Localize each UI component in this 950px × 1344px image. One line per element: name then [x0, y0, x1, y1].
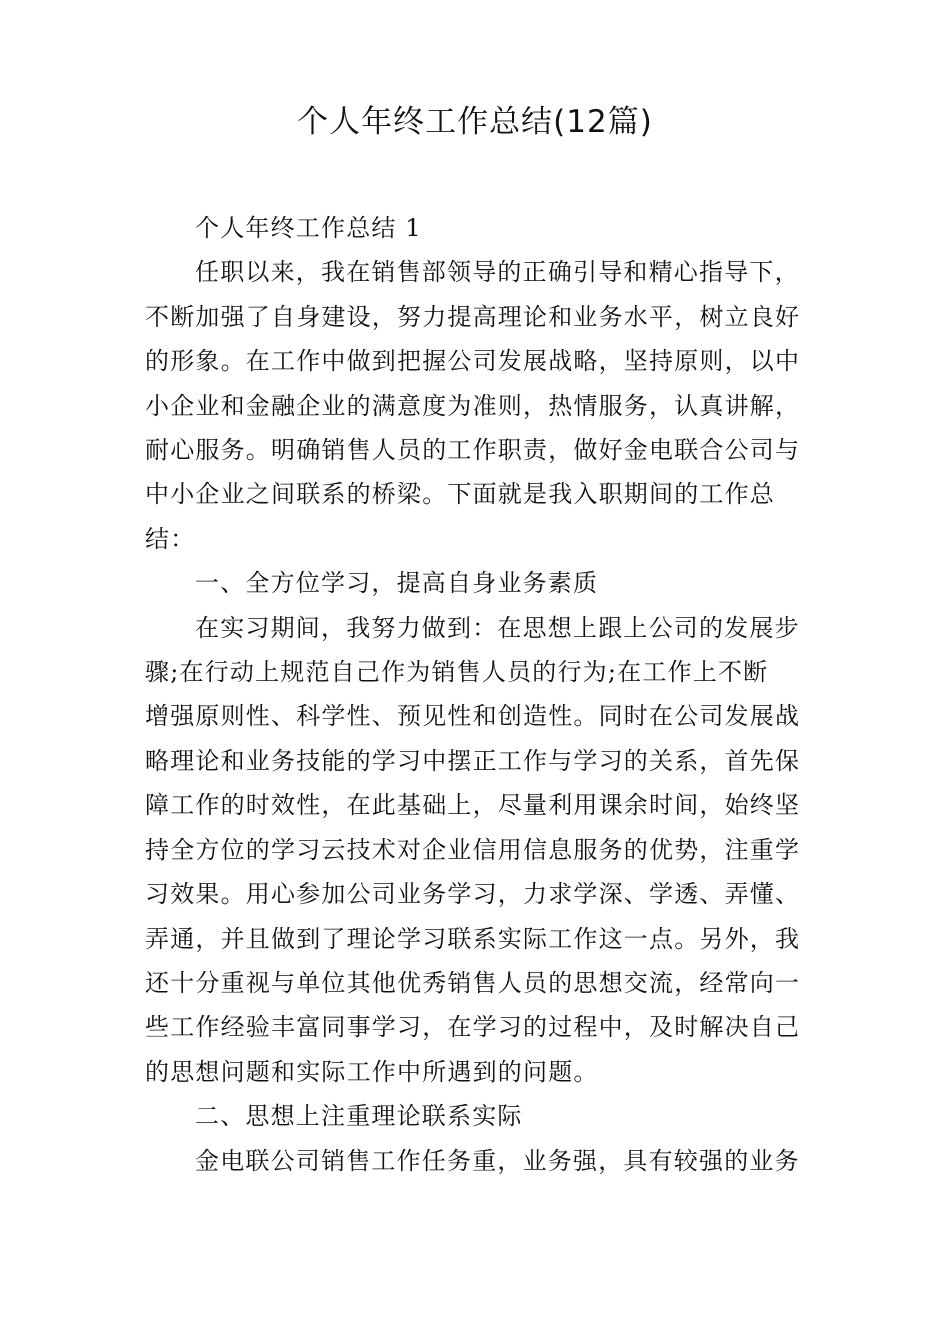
line: 障工作的时效性，在此基础上，尽量利用课余时间，始终坚 — [145, 791, 801, 820]
line-subheading-2: 二、思想上注重理论联系实际 — [195, 1102, 523, 1131]
line: 中小企业之间联系的桥梁。下面就是我入职期间的工作总 — [145, 480, 775, 509]
line: 还十分重视与单位其他优秀销售人员的思想交流，经常向一 — [145, 968, 801, 997]
line: 不断加强了自身建设，努力提高理论和业务水平，树立良好 — [145, 302, 801, 331]
line: 习效果。用心参加公司业务学习，力求学深、学透、弄懂、 — [145, 880, 801, 909]
line-section-heading: 个人年终工作总结 1 — [195, 214, 422, 242]
line: 略理论和业务技能的学习中摆正工作与学习的关系，首先保 — [145, 746, 801, 775]
line: 弄通，并且做到了理论学习联系实际工作这一点。另外，我 — [145, 924, 801, 953]
line: 耐心服务。明确销售人员的工作职责，做好金电联合公司与 — [145, 436, 801, 465]
line: 些工作经验丰富同事学习，在学习的过程中，及时解决自己 — [145, 1013, 801, 1042]
line: 结： — [145, 524, 196, 553]
line-paragraph-3-start: 金电联公司销售工作任务重，业务强，具有较强的业务 — [195, 1146, 800, 1175]
line: 的思想问题和实际工作中所遇到的问题。 — [145, 1057, 599, 1086]
line-paragraph-2-start: 在实习期间，我努力做到：在思想上跟上公司的发展步 — [195, 613, 800, 642]
document-title: 个人年终工作总结(12篇) — [297, 104, 653, 140]
line: 增强原则性、科学性、预见性和创造性。同时在公司发展战 — [145, 702, 801, 731]
line: 小企业和金融企业的满意度为准则，热情服务，认真讲解， — [145, 391, 801, 420]
line: 骤;在行动上规范自己作为销售人员的行为;在工作上不断 — [145, 658, 769, 687]
line-paragraph-1-start: 任职以来，我在销售部领导的正确引导和精心指导下， — [195, 258, 800, 287]
line: 持全方位的学习云技术对企业信用信息服务的优势，注重学 — [145, 835, 801, 864]
document-body — [145, 206, 835, 1183]
line: 的形象。在工作中做到把握公司发展战略，坚持原则，以中 — [145, 347, 801, 376]
line-subheading-1: 一、全方位学习，提高自身业务素质 — [195, 569, 599, 598]
